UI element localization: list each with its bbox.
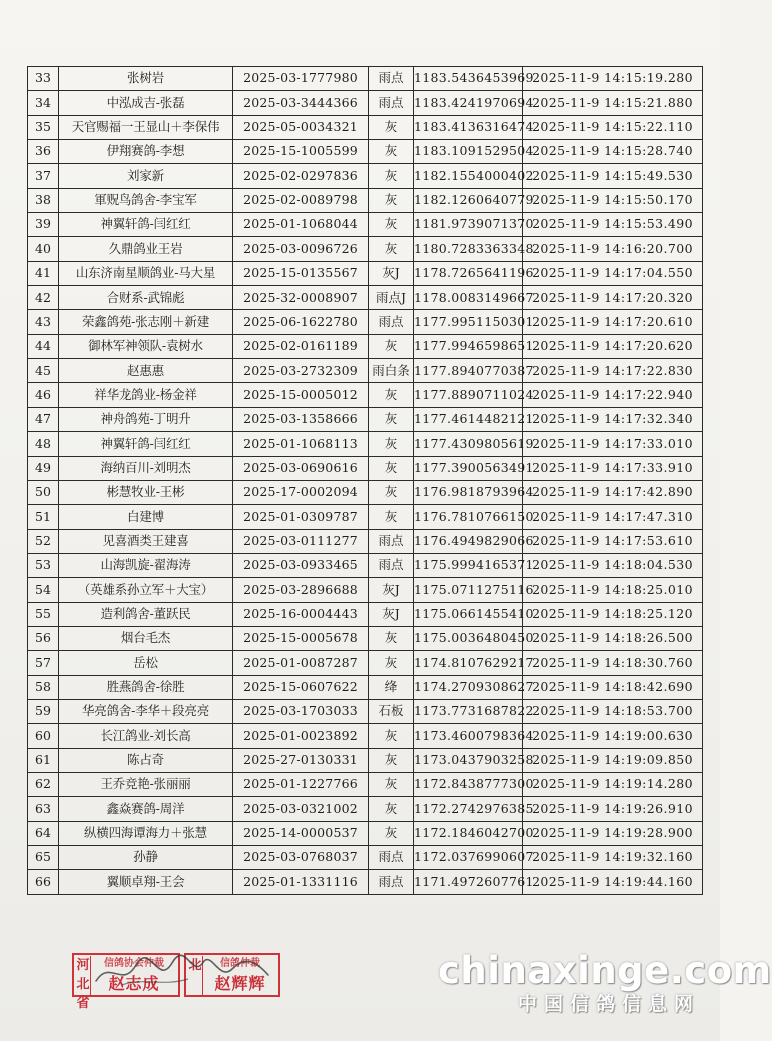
speed-cell: 1177.8890711024 (414, 383, 523, 407)
arrival-time-cell: 2025-11-9 14:17:47.310 (523, 505, 703, 529)
table-row (28, 748, 703, 772)
owner-name-cell: 荣鑫鸽苑-张志刚＋新建 (59, 310, 233, 334)
table-row (28, 334, 703, 358)
rank-cell: 66 (28, 870, 59, 894)
feather-color-cell: 雨点 (369, 870, 414, 894)
speed-cell: 1178.0083149667 (414, 286, 523, 310)
table-row (28, 651, 703, 675)
owner-name-cell: 长江鸽业-刘长高 (59, 724, 233, 748)
arrival-time-cell: 2025-11-9 14:17:53.610 (523, 529, 703, 553)
owner-name-cell: 合财系-武锦彪 (59, 286, 233, 310)
feather-color-cell: 灰 (369, 480, 414, 504)
speed-cell: 1175.0711275116 (414, 578, 523, 602)
arrival-time-cell: 2025-11-9 14:19:26.910 (523, 797, 703, 821)
ring-number-cell: 2025-03-3444366 (233, 91, 369, 115)
arrival-time-cell: 2025-11-9 14:19:28.900 (523, 821, 703, 845)
rank-cell: 52 (28, 529, 59, 553)
ring-number-cell: 2025-01-1331116 (233, 870, 369, 894)
feather-color-cell: 灰 (369, 724, 414, 748)
speed-cell: 1178.7265641196 (414, 261, 523, 285)
results-table-body (28, 67, 703, 895)
speed-cell: 1182.1260640779 (414, 188, 523, 212)
table-row (28, 383, 703, 407)
ring-number-cell: 2025-01-0023892 (233, 724, 369, 748)
ring-number-cell: 2025-01-1068044 (233, 213, 369, 237)
rank-cell: 63 (28, 797, 59, 821)
rank-cell: 45 (28, 359, 59, 383)
ring-number-cell: 2025-03-0690616 (233, 456, 369, 480)
feather-color-cell: 灰 (369, 140, 414, 164)
owner-name-cell: 山东济南星顺鸽业-马大星 (59, 261, 233, 285)
rank-cell: 39 (28, 213, 59, 237)
ring-number-cell: 2025-27-0130331 (233, 748, 369, 772)
ring-number-cell: 2025-14-0000537 (233, 821, 369, 845)
feather-color-cell: 灰 (369, 213, 414, 237)
arrival-time-cell: 2025-11-9 14:19:09.850 (523, 748, 703, 772)
feather-color-cell: 灰 (369, 505, 414, 529)
speed-cell: 1173.4600798364 (414, 724, 523, 748)
feather-color-cell: 灰 (369, 334, 414, 358)
speed-cell: 1177.9946598651 (414, 334, 523, 358)
ring-number-cell: 2025-17-0002094 (233, 480, 369, 504)
owner-name-cell: 华亮鸽舍-李华＋段亮亮 (59, 699, 233, 723)
rank-cell: 50 (28, 480, 59, 504)
speed-cell: 1177.9951150301 (414, 310, 523, 334)
table-row (28, 772, 703, 796)
speed-cell: 1174.2709308627 (414, 675, 523, 699)
arrival-time-cell: 2025-11-9 14:18:26.500 (523, 626, 703, 650)
ring-number-cell: 2025-05-0034321 (233, 115, 369, 139)
owner-name-cell: 孙静 (59, 846, 233, 870)
table-row (28, 432, 703, 456)
table-row (28, 505, 703, 529)
arrival-time-cell: 2025-11-9 14:17:22.940 (523, 383, 703, 407)
table-row (28, 602, 703, 626)
table-row (28, 578, 703, 602)
feather-color-cell: 灰 (369, 237, 414, 261)
ring-number-cell: 2025-32-0008907 (233, 286, 369, 310)
table-row (28, 675, 703, 699)
arrival-time-cell: 2025-11-9 14:19:00.630 (523, 724, 703, 748)
table-row (28, 797, 703, 821)
arrival-time-cell: 2025-11-9 14:18:25.120 (523, 602, 703, 626)
speed-cell: 1176.9818793964 (414, 480, 523, 504)
owner-name-cell: 御林军神领队-袁树水 (59, 334, 233, 358)
arrival-time-cell: 2025-11-9 14:17:33.010 (523, 432, 703, 456)
rank-cell: 47 (28, 407, 59, 431)
arrival-time-cell: 2025-11-9 14:17:32.340 (523, 407, 703, 431)
arrival-time-cell: 2025-11-9 14:18:04.530 (523, 553, 703, 577)
table-row (28, 115, 703, 139)
ring-number-cell: 2025-02-0161189 (233, 334, 369, 358)
table-row (28, 67, 703, 91)
ring-number-cell: 2025-03-0096726 (233, 237, 369, 261)
ring-number-cell: 2025-03-0768037 (233, 846, 369, 870)
speed-cell: 1175.0036480450 (414, 626, 523, 650)
ring-number-cell: 2025-03-1358666 (233, 407, 369, 431)
rank-cell: 54 (28, 578, 59, 602)
ring-number-cell: 2025-03-2896688 (233, 578, 369, 602)
feather-color-cell: 灰 (369, 748, 414, 772)
arrival-time-cell: 2025-11-9 14:15:28.740 (523, 140, 703, 164)
speed-cell: 1176.4949829066 (414, 529, 523, 553)
owner-name-cell: 天官赐福一王显山＋李保伟 (59, 115, 233, 139)
ring-number-cell: 2025-15-0005012 (233, 383, 369, 407)
owner-name-cell: 祥华龙鸽业-杨金祥 (59, 383, 233, 407)
ring-number-cell: 2025-06-1622780 (233, 310, 369, 334)
site-watermark (438, 949, 772, 1016)
table-row (28, 140, 703, 164)
speed-cell: 1182.1554000402 (414, 164, 523, 188)
table-row (28, 188, 703, 212)
ring-number-cell: 2025-15-0135567 (233, 261, 369, 285)
rank-cell: 41 (28, 261, 59, 285)
owner-name-cell: 軍贶鸟鸽舍-李宝军 (59, 188, 233, 212)
feather-color-cell: 雨点 (369, 91, 414, 115)
arrival-time-cell: 2025-11-9 14:15:21.880 (523, 91, 703, 115)
arrival-time-cell: 2025-11-9 14:15:53.490 (523, 213, 703, 237)
owner-name-cell: 翼顺卓翔-王会 (59, 870, 233, 894)
speed-cell: 1173.0437903258 (414, 748, 523, 772)
rank-cell: 60 (28, 724, 59, 748)
speed-cell: 1177.4614482121 (414, 407, 523, 431)
signature-area (72, 953, 282, 1011)
table-row (28, 553, 703, 577)
rank-cell: 44 (28, 334, 59, 358)
ring-number-cell: 2025-02-0089798 (233, 188, 369, 212)
arrival-time-cell: 2025-11-9 14:15:50.170 (523, 188, 703, 212)
table-row (28, 626, 703, 650)
feather-color-cell: 灰 (369, 407, 414, 431)
owner-name-cell: 久鼎鸽业王岩 (59, 237, 233, 261)
feather-color-cell: 灰 (369, 651, 414, 675)
ring-number-cell: 2025-03-1703033 (233, 699, 369, 723)
feather-color-cell: 灰J (369, 602, 414, 626)
owner-name-cell: 山海凯旋-翟海涛 (59, 553, 233, 577)
rank-cell: 35 (28, 115, 59, 139)
feather-color-cell: 石板 (369, 699, 414, 723)
table-row (28, 456, 703, 480)
speed-cell: 1183.4136316474 (414, 115, 523, 139)
table-row (28, 91, 703, 115)
owner-name-cell: 神翼轩鸽-闫红红 (59, 213, 233, 237)
rank-cell: 62 (28, 772, 59, 796)
owner-name-cell: 造利鸽舍-董跃民 (59, 602, 233, 626)
feather-color-cell: 灰J (369, 578, 414, 602)
feather-color-cell: 灰 (369, 772, 414, 796)
rank-cell: 61 (28, 748, 59, 772)
rank-cell: 33 (28, 67, 59, 91)
speed-cell: 1183.4241970694 (414, 91, 523, 115)
speed-cell: 1175.9994165371 (414, 553, 523, 577)
arrival-time-cell: 2025-11-9 14:17:20.610 (523, 310, 703, 334)
arrival-time-cell: 2025-11-9 14:16:20.700 (523, 237, 703, 261)
ring-number-cell: 2025-03-0111277 (233, 529, 369, 553)
table-row (28, 237, 703, 261)
owner-name-cell: 陈占奇 (59, 748, 233, 772)
handwritten-signature (92, 951, 282, 995)
speed-cell: 1174.8107629217 (414, 651, 523, 675)
seal-left-province: 河北省 (76, 958, 90, 1011)
rank-cell: 56 (28, 626, 59, 650)
ring-number-cell: 2025-01-0087287 (233, 651, 369, 675)
ring-number-cell: 2025-03-0933465 (233, 553, 369, 577)
arrival-time-cell: 2025-11-9 14:17:33.910 (523, 456, 703, 480)
speed-cell: 1177.4309805619 (414, 432, 523, 456)
ring-number-cell: 2025-15-0005678 (233, 626, 369, 650)
rank-cell: 65 (28, 846, 59, 870)
rank-cell: 42 (28, 286, 59, 310)
seal-left-title: 信鸽协会仲裁 (104, 958, 164, 969)
table-row (28, 359, 703, 383)
rank-cell: 37 (28, 164, 59, 188)
feather-color-cell: 灰 (369, 115, 414, 139)
feather-color-cell: 雨点 (369, 67, 414, 91)
arrival-time-cell: 2025-11-9 14:18:25.010 (523, 578, 703, 602)
owner-name-cell: 烟台毛杰 (59, 626, 233, 650)
owner-name-cell: 胜燕鸽舍-徐胜 (59, 675, 233, 699)
feather-color-cell: 灰 (369, 383, 414, 407)
arrival-time-cell: 2025-11-9 14:18:30.760 (523, 651, 703, 675)
speed-cell: 1176.7810766150 (414, 505, 523, 529)
table-row (28, 529, 703, 553)
owner-name-cell: （英雄系孙立军＋大宝） (59, 578, 233, 602)
table-row (28, 724, 703, 748)
feather-color-cell: 绛 (369, 675, 414, 699)
arrival-time-cell: 2025-11-9 14:19:14.280 (523, 772, 703, 796)
speed-cell: 1172.0376990607 (414, 846, 523, 870)
ring-number-cell: 2025-01-1227766 (233, 772, 369, 796)
rank-cell: 57 (28, 651, 59, 675)
arrival-time-cell: 2025-11-9 14:17:20.320 (523, 286, 703, 310)
arrival-time-cell: 2025-11-9 14:15:22.110 (523, 115, 703, 139)
owner-name-cell: 王乔竞艳-张丽丽 (59, 772, 233, 796)
results-table (27, 66, 703, 895)
ring-number-cell: 2025-03-0321002 (233, 797, 369, 821)
owner-name-cell: 刘家新 (59, 164, 233, 188)
table-row (28, 480, 703, 504)
feather-color-cell: 灰 (369, 188, 414, 212)
owner-name-cell: 中泓成吉-张磊 (59, 91, 233, 115)
rank-cell: 55 (28, 602, 59, 626)
table-row (28, 870, 703, 894)
table-row (28, 407, 703, 431)
ring-number-cell: 2025-01-0309787 (233, 505, 369, 529)
speed-cell: 1172.2742976385 (414, 797, 523, 821)
rank-cell: 48 (28, 432, 59, 456)
rank-cell: 51 (28, 505, 59, 529)
arrival-time-cell: 2025-11-9 14:18:53.700 (523, 699, 703, 723)
speed-cell: 1175.0661455410 (414, 602, 523, 626)
table-row (28, 846, 703, 870)
rank-cell: 43 (28, 310, 59, 334)
feather-color-cell: 灰 (369, 164, 414, 188)
owner-name-cell: 赵惠惠 (59, 359, 233, 383)
rank-cell: 34 (28, 91, 59, 115)
speed-cell: 1171.4972607761 (414, 870, 523, 894)
table-row (28, 699, 703, 723)
speed-cell: 1177.8940770387 (414, 359, 523, 383)
ring-number-cell: 2025-16-0004443 (233, 602, 369, 626)
arrival-time-cell: 2025-11-9 14:17:20.620 (523, 334, 703, 358)
speed-cell: 1172.1846042700 (414, 821, 523, 845)
feather-color-cell: 灰 (369, 432, 414, 456)
ring-number-cell: 2025-03-2732309 (233, 359, 369, 383)
owner-name-cell: 神翼轩鸽-闫红红 (59, 432, 233, 456)
arrival-time-cell: 2025-11-9 14:19:32.160 (523, 846, 703, 870)
owner-name-cell: 张树岩 (59, 67, 233, 91)
rank-cell: 64 (28, 821, 59, 845)
arrival-time-cell: 2025-11-9 14:17:22.830 (523, 359, 703, 383)
owner-name-cell: 神舟鸽苑-丁明升 (59, 407, 233, 431)
rank-cell: 46 (28, 383, 59, 407)
table-row (28, 213, 703, 237)
rank-cell: 49 (28, 456, 59, 480)
feather-color-cell: 雨点 (369, 529, 414, 553)
arrival-time-cell: 2025-11-9 14:18:42.690 (523, 675, 703, 699)
arrival-time-cell: 2025-11-9 14:15:19.280 (523, 67, 703, 91)
speed-cell: 1180.7283363348 (414, 237, 523, 261)
feather-color-cell: 灰J (369, 261, 414, 285)
owner-name-cell: 岳松 (59, 651, 233, 675)
feather-color-cell: 雨点 (369, 310, 414, 334)
arrival-time-cell: 2025-11-9 14:19:44.160 (523, 870, 703, 894)
owner-name-cell: 鑫焱赛鸽-周洋 (59, 797, 233, 821)
feather-color-cell: 灰 (369, 821, 414, 845)
owner-name-cell: 海纳百川-刘明杰 (59, 456, 233, 480)
seal-right-name: 赵辉辉 (214, 974, 266, 993)
ring-number-cell: 2025-15-0607622 (233, 675, 369, 699)
ring-number-cell: 2025-03-1777980 (233, 67, 369, 91)
ring-number-cell: 2025-01-1068113 (233, 432, 369, 456)
watermark-domain: chinaxinge.com (438, 949, 772, 992)
rank-cell: 58 (28, 675, 59, 699)
feather-color-cell: 灰 (369, 797, 414, 821)
watermark-site-name: 中国信鸽信息网 (518, 993, 701, 1015)
arrival-time-cell: 2025-11-9 14:17:04.550 (523, 261, 703, 285)
rank-cell: 38 (28, 188, 59, 212)
table-row (28, 261, 703, 285)
ring-number-cell: 2025-02-0297836 (233, 164, 369, 188)
seal-right-province: 北 (188, 956, 203, 996)
feather-color-cell: 灰 (369, 456, 414, 480)
table-row (28, 821, 703, 845)
table-row (28, 286, 703, 310)
ring-number-cell: 2025-15-1005599 (233, 140, 369, 164)
feather-color-cell: 雨点 (369, 553, 414, 577)
feather-color-cell: 雨点 (369, 846, 414, 870)
rank-cell: 53 (28, 553, 59, 577)
seal-right-title: 信鸽仲裁 (220, 958, 260, 969)
speed-cell: 1183.1091529504 (414, 140, 523, 164)
owner-name-cell: 彬慧牧业-王彬 (59, 480, 233, 504)
rank-cell: 36 (28, 140, 59, 164)
owner-name-cell: 纵横四海谭海力＋张慧 (59, 821, 233, 845)
feather-color-cell: 雨点J (369, 286, 414, 310)
seal-left-name: 赵志成 (108, 974, 160, 993)
owner-name-cell: 见喜酒类王建喜 (59, 529, 233, 553)
speed-cell: 1181.9739071370 (414, 213, 523, 237)
speed-cell: 1177.3900563491 (414, 456, 523, 480)
feather-color-cell: 雨白条 (369, 359, 414, 383)
table-row (28, 164, 703, 188)
owner-name-cell: 伊翔赛鸽-李想 (59, 140, 233, 164)
owner-name-cell: 白建博 (59, 505, 233, 529)
arrival-time-cell: 2025-11-9 14:17:42.890 (523, 480, 703, 504)
speed-cell: 1183.5436453969 (414, 67, 523, 91)
speed-cell: 1172.8438777300 (414, 772, 523, 796)
arrival-time-cell: 2025-11-9 14:15:49.530 (523, 164, 703, 188)
rank-cell: 40 (28, 237, 59, 261)
feather-color-cell: 灰 (369, 626, 414, 650)
speed-cell: 1173.7731687822 (414, 699, 523, 723)
table-row (28, 310, 703, 334)
rank-cell: 59 (28, 699, 59, 723)
